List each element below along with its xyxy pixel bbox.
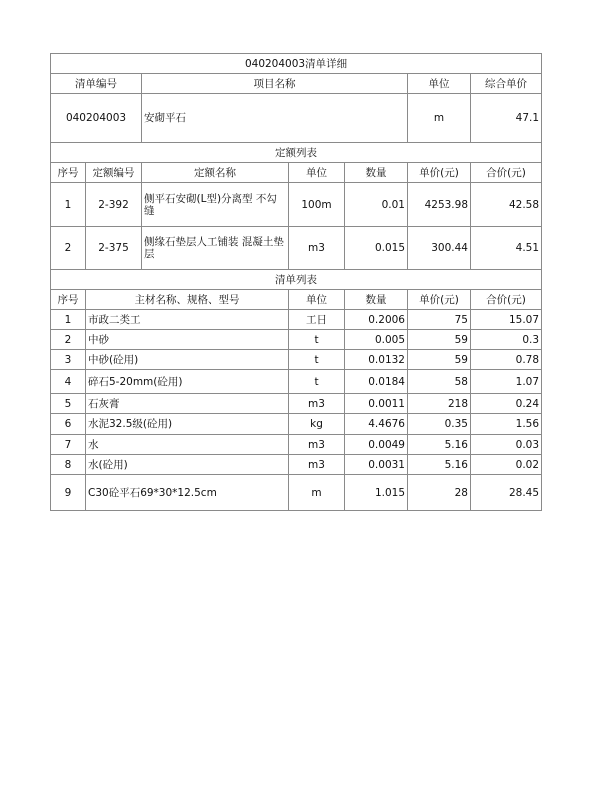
- material-name: 中砂(砼用): [86, 350, 289, 370]
- quota-code: 2-392: [86, 183, 142, 227]
- quota-section-title: 定额列表: [51, 143, 542, 163]
- bill-code-header: 清单编号: [51, 74, 142, 94]
- bill-name: 安砌平石: [142, 94, 408, 143]
- bill-price: 47.1: [471, 94, 542, 143]
- quota-row: [51, 227, 542, 270]
- material-name: 水泥32.5级(砼用): [86, 414, 289, 435]
- material-name: 水(砼用): [86, 455, 289, 475]
- material-total: 0.24: [471, 394, 542, 414]
- material-unit-price: 0.35: [408, 414, 471, 435]
- material-seq: 8: [51, 455, 86, 475]
- material-unit: t: [289, 350, 345, 370]
- material-unit: m: [289, 475, 345, 511]
- material-name: 市政二类工: [86, 310, 289, 330]
- material-name: 石灰膏: [86, 394, 289, 414]
- material-name: C30砼平石69*30*12.5cm: [86, 475, 289, 511]
- material-seq: 4: [51, 370, 86, 394]
- material-row: [51, 435, 542, 455]
- quota-unit: m3: [289, 227, 345, 270]
- material-unit-price: 5.16: [408, 435, 471, 455]
- material-row: [51, 414, 542, 435]
- material-unit: m3: [289, 394, 345, 414]
- material-row: [51, 350, 542, 370]
- material-seq: 2: [51, 330, 86, 350]
- material-section-title: 清单列表: [51, 270, 542, 290]
- material-total: 1.07: [471, 370, 542, 394]
- bill-price-header: 综合单价: [471, 74, 542, 94]
- quota-qty-header: 数量: [345, 163, 408, 183]
- material-unit-price: 28: [408, 475, 471, 511]
- quota-name: 侧缘石垫层人工铺装 混凝土垫层: [142, 227, 289, 270]
- quota-qty: 0.015: [345, 227, 408, 270]
- bill-detail-table: [50, 53, 542, 511]
- material-total: 1.56: [471, 414, 542, 435]
- material-seq-header: 序号: [51, 290, 86, 310]
- material-unit-price-header: 单价(元): [408, 290, 471, 310]
- material-qty-header: 数量: [345, 290, 408, 310]
- material-unit-price: 218: [408, 394, 471, 414]
- material-seq: 6: [51, 414, 86, 435]
- quota-unit-header: 单位: [289, 163, 345, 183]
- quota-total: 4.51: [471, 227, 542, 270]
- quota-row: [51, 183, 542, 227]
- material-row: [51, 475, 542, 511]
- quota-code: 2-375: [86, 227, 142, 270]
- material-unit: t: [289, 330, 345, 350]
- material-qty: 4.4676: [345, 414, 408, 435]
- quota-unit-price: 300.44: [408, 227, 471, 270]
- material-total-header: 合价(元): [471, 290, 542, 310]
- material-seq: 9: [51, 475, 86, 511]
- material-seq: 7: [51, 435, 86, 455]
- bill-unit-header: 单位: [408, 74, 471, 94]
- material-row: [51, 310, 542, 330]
- material-qty: 1.015: [345, 475, 408, 511]
- quota-total: 42.58: [471, 183, 542, 227]
- material-unit: 工日: [289, 310, 345, 330]
- material-total: 0.3: [471, 330, 542, 350]
- quota-total-header: 合价(元): [471, 163, 542, 183]
- material-seq: 1: [51, 310, 86, 330]
- material-total: 0.03: [471, 435, 542, 455]
- material-row: [51, 370, 542, 394]
- material-qty: 0.005: [345, 330, 408, 350]
- bill-unit: m: [408, 94, 471, 143]
- material-row: [51, 455, 542, 475]
- quota-name: 侧平石安砌(L型)分离型 不勾缝: [142, 183, 289, 227]
- material-row: [51, 330, 542, 350]
- quota-qty: 0.01: [345, 183, 408, 227]
- material-total: 0.78: [471, 350, 542, 370]
- quota-unit-price: 4253.98: [408, 183, 471, 227]
- material-qty: 0.0184: [345, 370, 408, 394]
- quota-header-row: [51, 163, 542, 183]
- quota-seq: 1: [51, 183, 86, 227]
- material-unit-header: 单位: [289, 290, 345, 310]
- material-section-row: [51, 270, 542, 290]
- material-unit: m3: [289, 435, 345, 455]
- material-unit-price: 59: [408, 350, 471, 370]
- material-unit: m3: [289, 455, 345, 475]
- bill-header-row: [51, 74, 542, 94]
- material-total: 28.45: [471, 475, 542, 511]
- bill-code: 040204003: [51, 94, 142, 143]
- material-unit-price: 59: [408, 330, 471, 350]
- material-qty: 0.2006: [345, 310, 408, 330]
- bill-name-header: 项目名称: [142, 74, 408, 94]
- material-header-row: [51, 290, 542, 310]
- material-qty: 0.0049: [345, 435, 408, 455]
- material-name-header: 主材名称、规格、型号: [86, 290, 289, 310]
- material-row: [51, 394, 542, 414]
- material-unit-price: 75: [408, 310, 471, 330]
- material-total: 0.02: [471, 455, 542, 475]
- table-title: 040204003清单详细: [51, 54, 542, 74]
- material-unit-price: 58: [408, 370, 471, 394]
- material-qty: 0.0011: [345, 394, 408, 414]
- material-name: 水: [86, 435, 289, 455]
- material-total: 15.07: [471, 310, 542, 330]
- quota-unit: 100m: [289, 183, 345, 227]
- quota-seq-header: 序号: [51, 163, 86, 183]
- quota-seq: 2: [51, 227, 86, 270]
- material-name: 碎石5-20mm(砼用): [86, 370, 289, 394]
- material-seq: 3: [51, 350, 86, 370]
- title-row: [51, 54, 542, 74]
- bill-row: [51, 94, 542, 143]
- material-seq: 5: [51, 394, 86, 414]
- quota-code-header: 定额编号: [86, 163, 142, 183]
- quota-unit-price-header: 单价(元): [408, 163, 471, 183]
- material-unit: kg: [289, 414, 345, 435]
- material-unit: t: [289, 370, 345, 394]
- material-qty: 0.0132: [345, 350, 408, 370]
- material-name: 中砂: [86, 330, 289, 350]
- material-qty: 0.0031: [345, 455, 408, 475]
- quota-name-header: 定额名称: [142, 163, 289, 183]
- material-unit-price: 5.16: [408, 455, 471, 475]
- quota-section-row: [51, 143, 542, 163]
